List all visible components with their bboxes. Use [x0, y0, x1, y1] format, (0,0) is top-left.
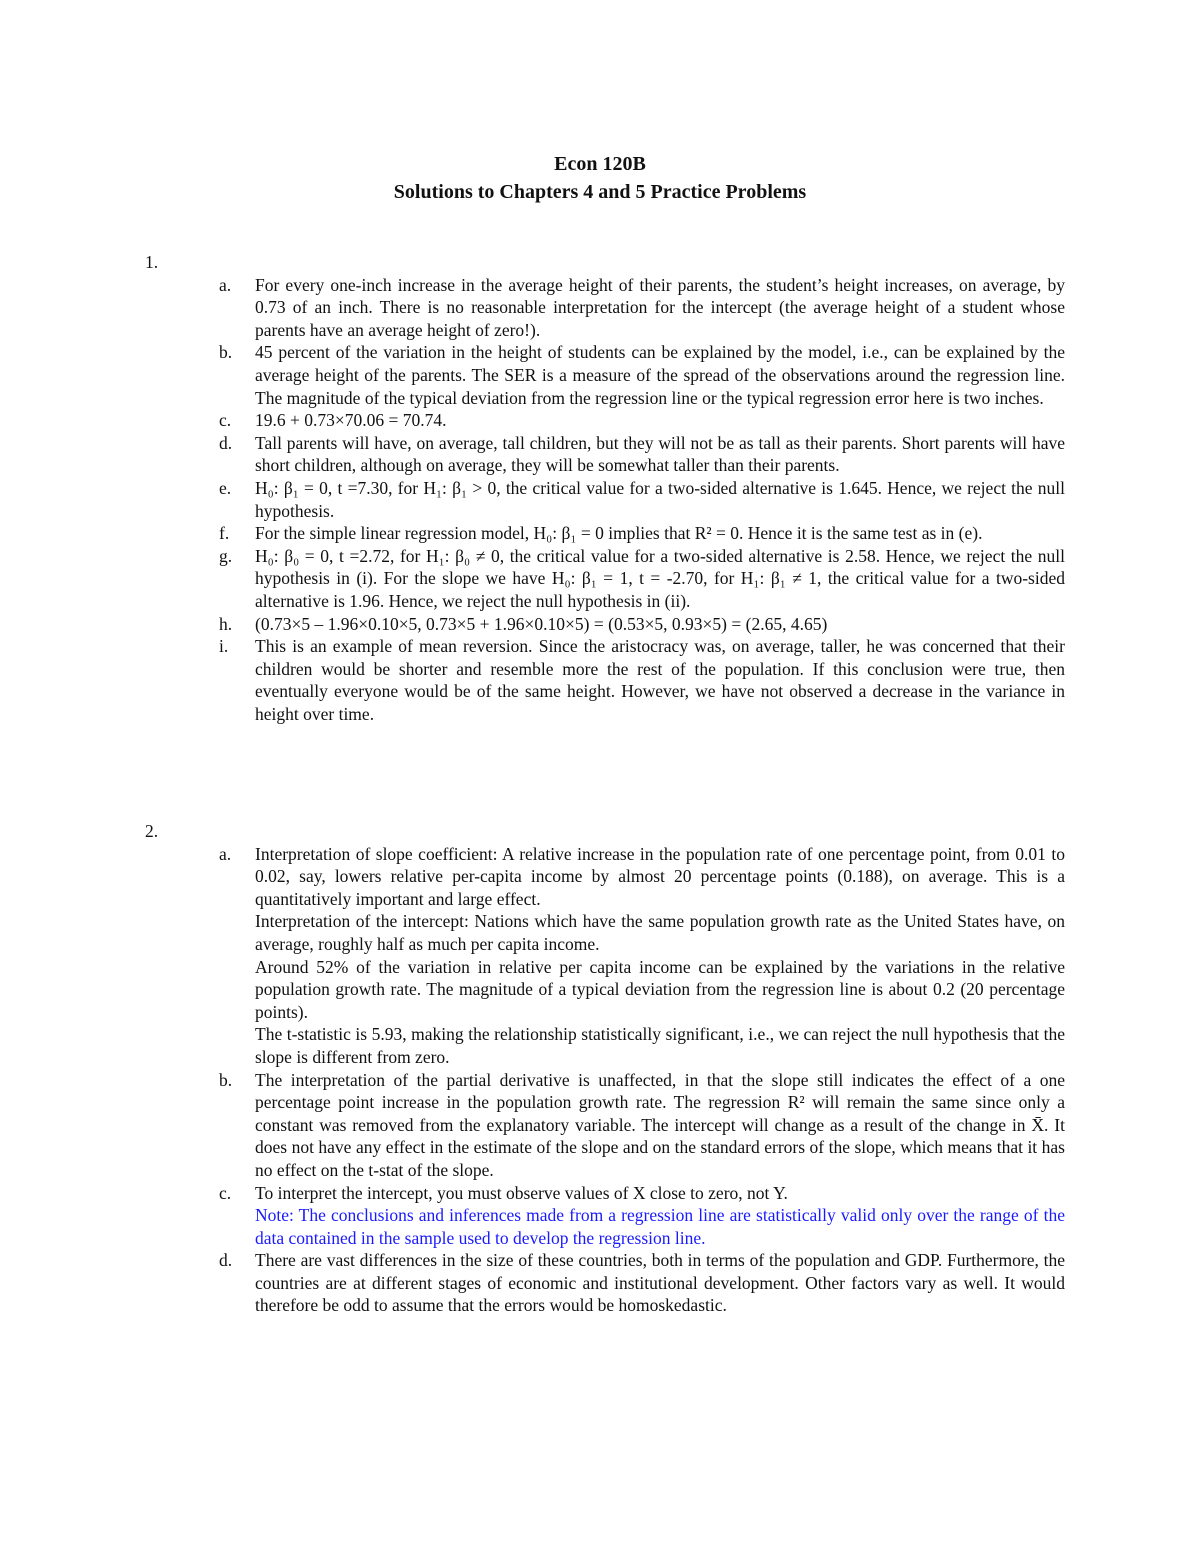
problem-number: 1. [145, 252, 159, 272]
answer-list [145, 274, 1065, 726]
answer-text: Tall parents will have, on average, tall children, but they will not be as tall as their parents. Short parents will have short children, although on average, they will be somewhat taller than their parents. [255, 432, 1065, 476]
item-label: c. [219, 1182, 232, 1203]
problem-number: 2. [145, 821, 159, 841]
answer-text: 19.6 + 0.73×70.06 = 70.74. [255, 410, 447, 431]
item-label: a. [219, 843, 232, 864]
answer-2a [145, 843, 1065, 1069]
item-label: f. [219, 523, 230, 544]
answer-text: H₀: β₀ = 0, t =2.72, for H₁: β₀ ≠ 0, the critical value for a two-sided alternative is 2.58. Hence, we reject the null hypothesis in (i). For the slope we have H₀: β₁ = 1, t = -2.70, for H₁: β₁ ≠ 1, the critical value for a two-sided alternative is 1.96. Hence, we reject the null hypothesis in (ii). [255, 545, 1065, 611]
answer-1e [145, 477, 1065, 522]
course-title: Econ 120B [554, 153, 646, 175]
item-label: c. [219, 410, 232, 431]
item-label: d. [219, 432, 233, 453]
answer-2b [145, 1069, 1065, 1182]
item-label: b. [219, 1069, 233, 1090]
answer-text: To interpret the intercept, you must observe values of X close to zero, not Y. [255, 1182, 788, 1203]
answer-list [145, 843, 1065, 1317]
answer-1c [145, 409, 1065, 432]
item-label: e. [219, 477, 232, 498]
item-label: a. [219, 274, 232, 295]
answer-text: H₀: β₁ = 0, t =7.30, for H₁: β₁ > 0, the critical value for a two-sided alternative is 1.645. Hence, we reject the null hypothesis. [255, 477, 1065, 521]
problem-2 [145, 820, 1065, 1317]
answer-1g [145, 545, 1065, 613]
answer-2c [145, 1182, 1065, 1250]
item-label: b. [219, 342, 233, 363]
document-title: Solutions to Chapters 4 and 5 Practice Problems [393, 181, 807, 203]
answer-text: The interpretation of the partial derivative is unaffected, in that the slope still indicates the effect of a one percentage point increase in the population growth rate. The regression R² will remain the same since only a constant was removed from the explanatory variable. The intercept will change as a result of the change in X̄. It does not have any effect in the estimate of the slope and on the standard errors of the slope, which means that it has no effect on the t-stat of the slope. [255, 1069, 1065, 1180]
intercept-interpretation: Interpretation of the intercept: Nations which have the same population growth rate as the United States have, on average, roughly half as much per capita income. [255, 911, 1065, 954]
answer-text: (0.73×5 – 1.96×0.10×5, 0.73×5 + 1.96×0.10×5) = (0.53×5, 0.93×5) = (2.65, 4.65) [255, 613, 828, 634]
answer-1d [145, 432, 1065, 477]
answer-1h [145, 613, 1065, 636]
answer-1i [145, 635, 1065, 725]
slope-interpretation: Interpretation of slope coefficient: A relative increase in the population rate of one percentage point, from 0.01 to 0.02, say, lowers relative per-capita income by almost 20 percentage points (0.188), on average. This is a quantitatively important and large effect. [255, 843, 1065, 909]
answer-text: For the simple linear regression model, H₀: β₁ = 0 implies that R² = 0. Hence it is the same test as in (e). [255, 523, 983, 544]
item-label: g. [219, 545, 233, 566]
answer-2d [145, 1249, 1065, 1317]
answer-text: 45 percent of the variation in the height of students can be explained by the model, i.e., can be explained by the average height of the parents. The SER is a measure of the spread of the observations around the regression line. The magnitude of the typical deviation from the regression line or the typical regression error here is two inches. [255, 342, 1065, 408]
document-header [0, 150, 1200, 206]
answer-text: For every one-inch increase in the average height of their parents, the student’s height increases, on average, by 0.73 of an inch. There is no reasonable interpretation for the intercept (the average height of a student whose parents have an average height of zero!). [255, 274, 1065, 340]
problem-1 [145, 251, 1065, 725]
answer-text: This is an example of mean reversion. Since the aristocracy was, on average, taller, he was concerned that their children would be shorter and resemble more the rest of the population. If this conclusion were true, then eventually everyone would be of the same height. However, we have not observed a decrease in the variance in height over time. [255, 636, 1065, 724]
t-statistic-interpretation: The t-statistic is 5.93, making the relationship statistically significant, i.e., we can reject the null hypothesis that the slope is different from zero. [255, 1024, 1065, 1067]
item-label: d. [219, 1250, 233, 1271]
answer-1a [145, 274, 1065, 342]
r-squared-interpretation: Around 52% of the variation in relative per capita income can be explained by the variations in the relative population growth rate. The magnitude of a typical deviation from the regression line is about 0.2 (20 percentage points). [255, 956, 1065, 1022]
answer-1b [145, 341, 1065, 409]
item-label: i. [219, 636, 229, 657]
blue-note: Note: The conclusions and inferences made from a regression line are statistically valid only over the range of the data contained in the sample used to develop the regression line. [255, 1205, 1065, 1248]
answer-1f [145, 522, 1065, 545]
item-label: h. [219, 613, 233, 634]
answer-text: There are vast differences in the size of these countries, both in terms of the population and GDP. Furthermore, the countries are at different stages of economic and institutional development. Other factors vary as well. It would therefore be odd to assume that the errors would be homoskedastic. [255, 1250, 1065, 1316]
